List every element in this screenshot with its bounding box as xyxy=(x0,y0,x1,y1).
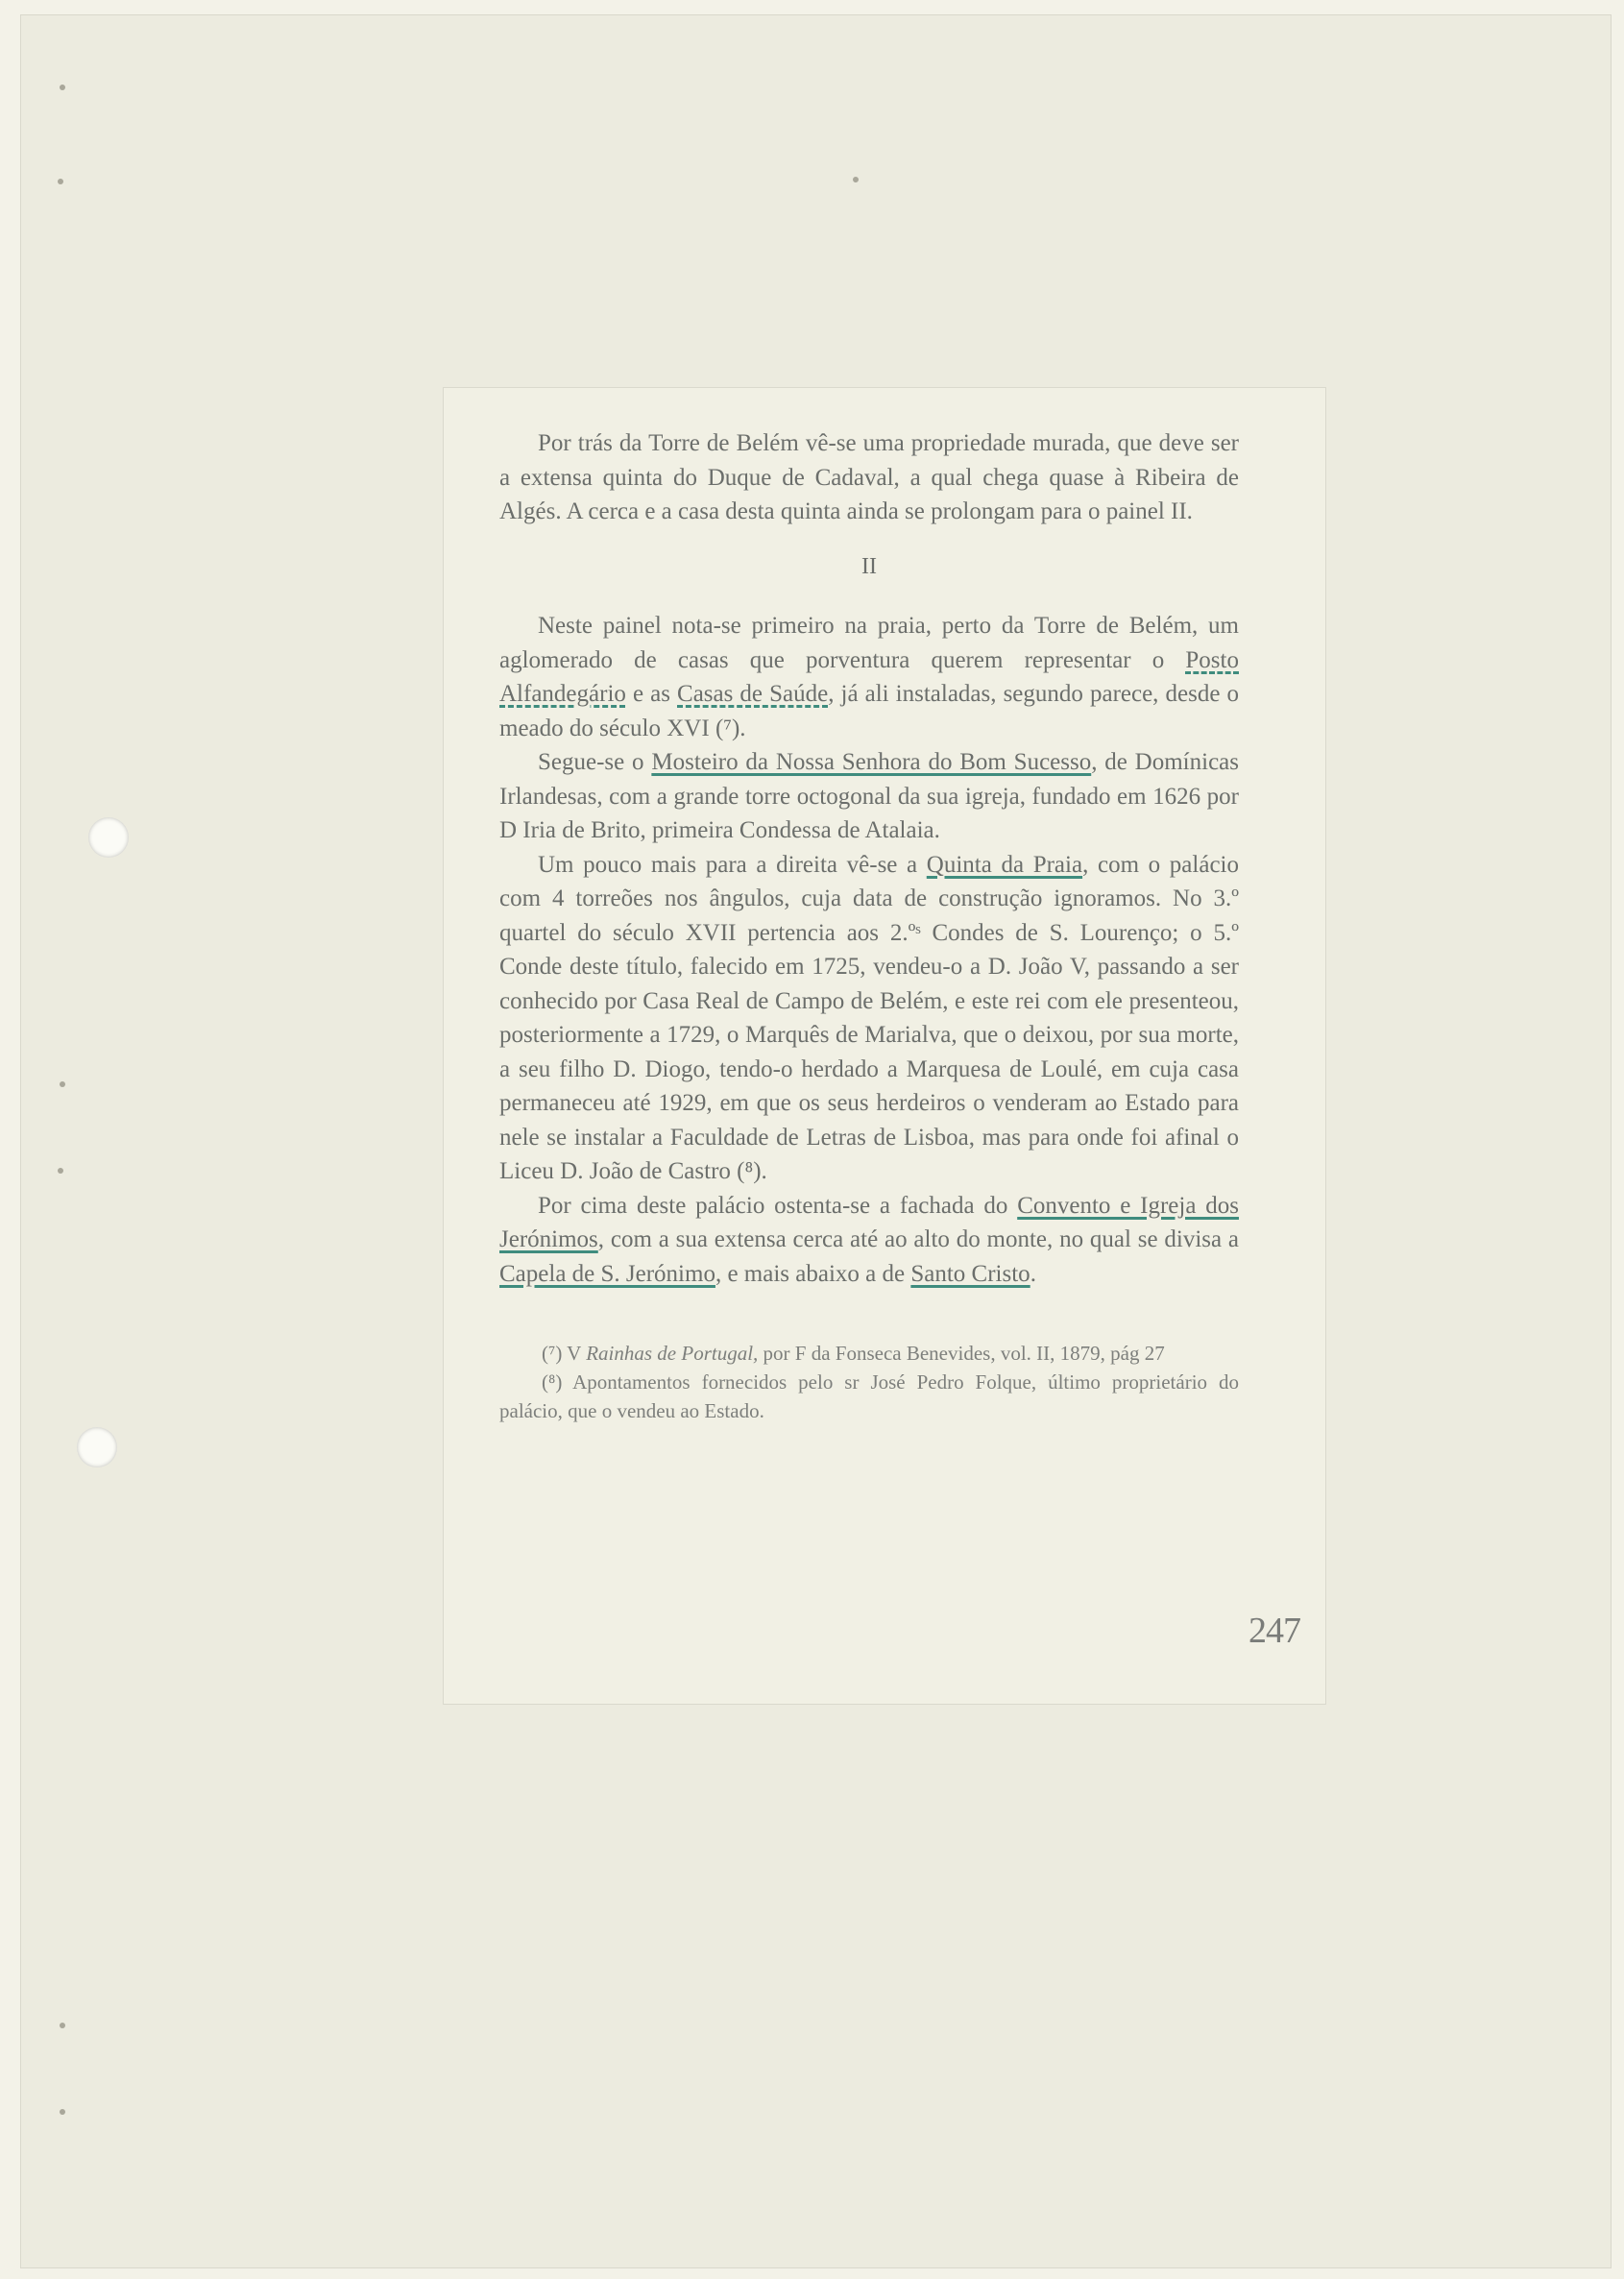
underlined-posto-alfandegario: Posto Alfandegário xyxy=(499,646,1239,707)
underlined-casas-de-saude: Casas de Saúde xyxy=(677,681,829,707)
text-run: , de Domínicas Irlandesas, com a grande torre octogonal da sua igreja, fundado em 1626 por D Iria de Brito, primeira Condessa de Atalaia. xyxy=(499,749,1239,843)
paragraph-3 xyxy=(499,848,1239,1189)
underlined-capela: Capela de S. Jerónimo xyxy=(499,1260,715,1287)
text-run: Segue-se o xyxy=(538,749,652,775)
footnotes xyxy=(499,1339,1239,1425)
text-run: (⁷) V xyxy=(542,1342,587,1365)
underlined-santo-cristo: Santo Cristo xyxy=(910,1260,1030,1287)
text-run: por F da Fonseca Benevides, vol. II, 1879, pág 27 xyxy=(758,1342,1165,1365)
underlined-mosteiro: Mosteiro da Nossa Senhora do Bom Sucesso xyxy=(651,749,1092,775)
body-text xyxy=(499,426,1239,1425)
paragraph-1 xyxy=(499,609,1239,745)
speck xyxy=(60,2023,65,2028)
underlined-convento: Convento e Igreja dos Jerónimos xyxy=(499,1192,1239,1252)
text-run: Por cima deste palácio ostenta-se a fachada do xyxy=(538,1192,1018,1219)
intro-paragraph: Por trás da Torre de Belém vê-se uma propriedade murada, que deve ser a extensa quinta do Duque de Cadaval, a qual chega quase à Ribeira de Algés. A cerca e a casa desta quinta ainda se prolongam para o painel II. xyxy=(499,430,1239,524)
footnote-title: Rainhas de Portugal, xyxy=(586,1342,759,1365)
text-run: e as xyxy=(625,681,678,707)
speck xyxy=(60,2109,65,2115)
scanned-sheet xyxy=(21,15,1611,2267)
speck xyxy=(58,179,63,184)
pasted-text-clipping xyxy=(444,388,1325,1704)
paragraph-4 xyxy=(499,1189,1239,1292)
text-run: , com a sua extensa cerca até ao alto do monte, no qual se divisa a xyxy=(597,1226,1239,1252)
page-number: 247 xyxy=(1248,1611,1300,1651)
footnote-7 xyxy=(499,1339,1239,1368)
text-run: Um pouco mais para a direita vê-se a xyxy=(538,851,927,878)
text-run: , com o palácio com 4 torreões nos ângulos, cuja data de construção ignoramos. No 3.º quartel do século XVII pertencia aos 2.ºˢ Condes de S. Lourenço; o 5.º Conde deste título, falecido em 1725, vendeu-o a D. João V, passando a ser conhecido por Casa Real de Campo de Belém, e este rei com ele presenteou, posteriormente a 1729, o Marquês de Marialva, que o deixou, por sua morte, a seu filho D. Diogo, tendo-o herdado a Marquesa de Loulé, em cuja casa permaneceu até 1929, em que os seus herdeiros o venderam ao Estado para nele se instalar a Faculdade de Letras de Lisboa, mas para onde foi afinal o Liceu D. João de Castro (⁸). xyxy=(499,851,1239,1184)
speck xyxy=(60,1081,65,1087)
text-run: Neste painel nota-se primeiro na praia, perto da Torre de Belém, um aglomerado de casas que porventura querem representar o xyxy=(499,613,1239,673)
speck xyxy=(853,177,859,182)
punch-hole-upper xyxy=(88,817,129,858)
paragraph-2 xyxy=(499,745,1239,848)
punch-hole-lower xyxy=(77,1427,117,1467)
text-run: . xyxy=(1030,1260,1036,1287)
underlined-quinta-da-praia: Quinta da Praia xyxy=(926,851,1083,878)
section-heading: II xyxy=(861,553,877,579)
speck xyxy=(58,1168,63,1174)
text-run: , e mais abaixo a de xyxy=(715,1260,911,1287)
speck xyxy=(60,85,65,90)
footnote-8: (⁸) Apontamentos fornecidos pelo sr José Pedro Folque, último proprietário do palácio, que o vendeu ao Estado. xyxy=(499,1370,1239,1422)
text-run: , já ali instaladas, segundo parece, desde o meado do século XVI (⁷). xyxy=(499,681,1239,741)
